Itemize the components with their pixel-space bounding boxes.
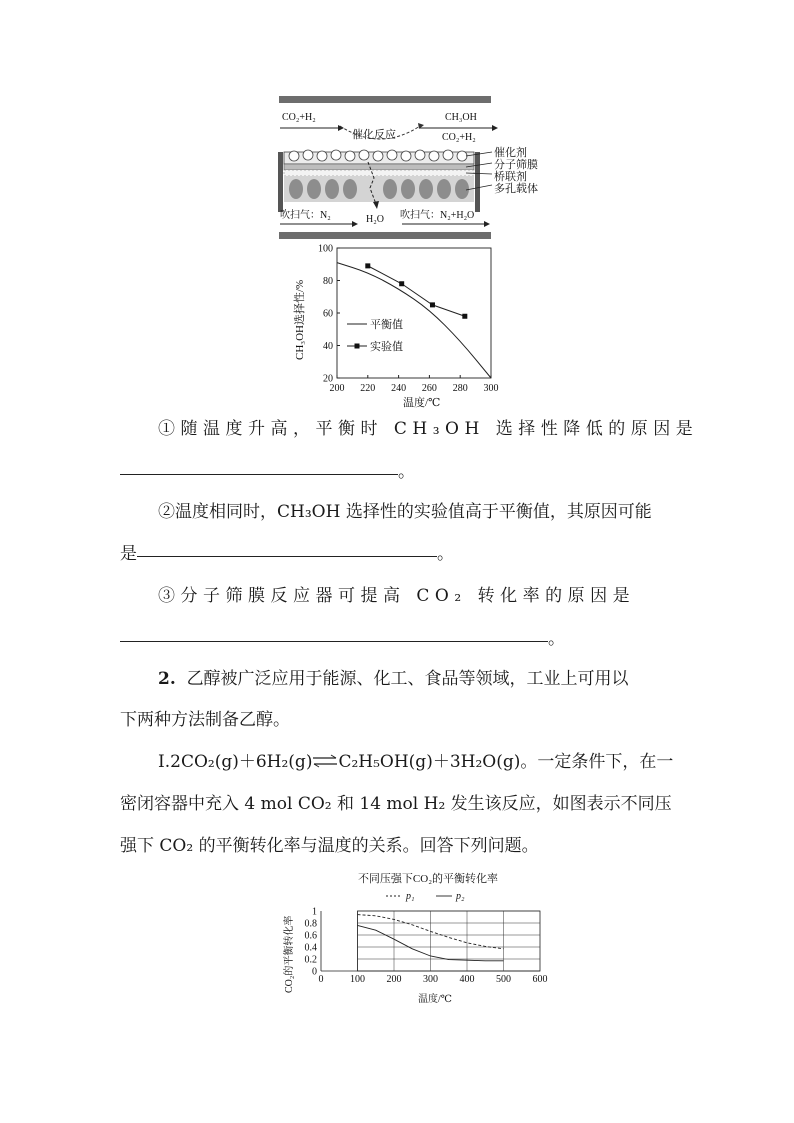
- residual-gas-label: CO₂+H₂: [442, 132, 476, 143]
- selectivity-chart: [285, 240, 515, 410]
- chart1-series-line: [337, 263, 491, 378]
- chart1-legend-label: 平衡值: [370, 319, 403, 331]
- problem-2-conditions: 密闭容器中充入 4 mol CO₂ 和 14 mol H₂ 发生该反应，如图表示不同压: [120, 794, 672, 814]
- question-1-text: ①随温度升高，平衡时 CH₃OH 选择性降低的原因是: [158, 419, 699, 439]
- reactor-bottom-wall: [279, 232, 491, 239]
- chart2-ytick-label: 1: [312, 906, 317, 918]
- chart2-xtick-label: 0: [318, 974, 324, 985]
- question-3: [158, 584, 635, 608]
- layer-label-support: 多孔载体: [494, 183, 538, 195]
- sweep-gas-right: 吹扫气：N₂+H₂O: [400, 210, 475, 221]
- bridging-layer: [284, 170, 474, 176]
- chart1-ytick-label: 80: [323, 276, 333, 287]
- chart1-legend-marker: [355, 344, 360, 349]
- answer-period-3: 。: [548, 629, 565, 649]
- chart2-ytick-label: 0.6: [304, 930, 317, 942]
- chart2-legend-label: p₁: [406, 891, 415, 902]
- equation-left: 2CO₂(g)＋6H₂(g): [170, 752, 313, 772]
- answer-blank-3[interactable]: [120, 640, 548, 642]
- chart1-ytick-label: 60: [323, 308, 333, 320]
- water-label: H₂O: [366, 214, 384, 225]
- problem-2-equation: [158, 750, 673, 774]
- chart1-xtick-label: 260: [421, 383, 437, 394]
- answer-period-2: 。: [437, 544, 454, 564]
- chart2-ytick-label: 0.4: [304, 942, 317, 954]
- layer-label-bridge: 桥联剂: [494, 171, 527, 183]
- chart1-xtick-label: 300: [483, 383, 499, 394]
- answer-blank-2[interactable]: [137, 555, 437, 557]
- chart1-data-point: [365, 263, 370, 268]
- answer-blank-1[interactable]: [120, 473, 398, 475]
- molecular-sieve-membrane: [284, 164, 474, 170]
- sweep-gas-left: 吹扫气：N₂: [280, 210, 331, 221]
- chart2-xtick-label: 500: [496, 974, 511, 985]
- answer-line-1: [120, 460, 415, 484]
- problem-2-line4: [120, 792, 672, 816]
- porous-support: [284, 176, 474, 202]
- product-label: CH₃OH: [445, 112, 477, 123]
- question-2: [158, 500, 652, 524]
- chart2-plot-frame: [358, 911, 541, 971]
- answer-line-3: [120, 627, 565, 651]
- chart2-ylabel: CO₂的平衡转化率: [284, 915, 295, 993]
- chart2-xtick-label: 300: [423, 974, 438, 985]
- chart2-xtick-label: 200: [386, 974, 402, 985]
- question-2-line1: ②温度相同时，CH₃OH 选择性的实验值高于平衡值，其原因可能: [158, 502, 652, 522]
- chart2-ytick-label: 0.8: [304, 918, 317, 930]
- equation-prefix: Ⅰ.: [158, 752, 171, 772]
- conversion-chart: [278, 868, 568, 1008]
- chart1-xtick-label: 280: [452, 383, 468, 394]
- chart1-xtick-label: 220: [360, 383, 376, 394]
- chart1-data-point: [462, 314, 467, 319]
- chart1-xtick-label: 200: [329, 383, 345, 394]
- question-2-cont: [120, 542, 454, 566]
- chart1-ytick-label: 40: [323, 341, 333, 352]
- chart2-title: 不同压强下CO₂的平衡转化率: [357, 873, 499, 885]
- reactor-top-wall: [279, 96, 491, 103]
- feed-gas-label: CO₂+H₂: [282, 112, 316, 123]
- layer-label-membrane: 分子筛膜: [494, 159, 538, 171]
- chart2-xtick-label: 600: [532, 974, 548, 985]
- problem-2-intro: 乙醇被广泛应用于能源、化工、食品等领域，工业上可用以: [186, 669, 629, 689]
- catalyst-layer: [284, 150, 474, 164]
- chart1-xtick-label: 240: [391, 383, 407, 394]
- question-2-line2: 是: [120, 544, 137, 564]
- answer-period-1: 。: [398, 462, 415, 482]
- chart1-ytick-label: 20: [323, 373, 333, 385]
- chart2-xlabel: 温度/℃: [418, 994, 452, 1005]
- problem-2-line1: [158, 667, 629, 691]
- problem-2-line5: [120, 834, 539, 858]
- chart2-legend-label: p₂: [456, 891, 465, 902]
- problem-2-intro-cont: 下两种方法制备乙醇。: [120, 710, 290, 730]
- chart2-ytick-label: 0: [312, 966, 317, 978]
- question-1: [158, 417, 698, 441]
- equation-right: C₂H₅OH(g)＋3H₂O(g)。一定条件下，在一: [338, 752, 674, 772]
- layer-label-catalyst: 催化剂: [494, 147, 527, 159]
- chart1-ylabel: CH₃OH选择性/%: [294, 279, 306, 360]
- chart2-xtick-label: 100: [350, 974, 365, 985]
- chart1-plot-frame: [337, 248, 491, 378]
- problem-2-line2: [120, 708, 290, 732]
- chart1-ytick-label: 100: [318, 243, 333, 255]
- problem-2-number: 2.: [158, 669, 176, 689]
- reaction-label: 催化反应: [352, 129, 396, 141]
- membrane-reactor-figure: [270, 92, 560, 242]
- chart1-series-line: [368, 266, 465, 316]
- problem-2-task: 强下 CO₂ 的平衡转化率与温度的关系。回答下列问题。: [120, 836, 539, 856]
- question-3-text: ③分子筛膜反应器可提高 CO₂ 转化率的原因是: [158, 586, 636, 606]
- chart1-data-point: [399, 281, 404, 286]
- chart1-legend-label: 实验值: [370, 341, 403, 353]
- chart1-data-point: [430, 302, 435, 307]
- chart2-xtick-label: 400: [459, 974, 475, 985]
- reversible-arrow-icon: [312, 754, 338, 768]
- chart1-xlabel: 温度/℃: [403, 397, 441, 409]
- chart2-ytick-label: 0.2: [304, 954, 317, 966]
